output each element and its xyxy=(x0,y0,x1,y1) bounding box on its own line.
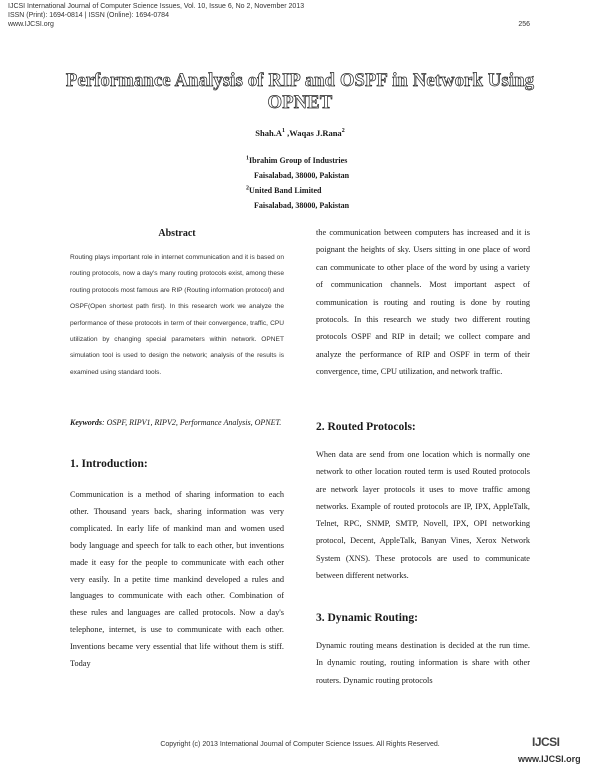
affiliation-sup: 2 xyxy=(246,185,249,192)
author-name: Waqas J.Rana xyxy=(289,128,342,138)
author-sup: 2 xyxy=(341,128,345,135)
affiliations xyxy=(246,153,349,213)
paper-title: Performance Analysis of RIP and OSPF in Network Using OPNET xyxy=(65,71,535,113)
affiliation-address: Faisalabad, 38000, Pakistan xyxy=(254,201,350,210)
dynamic-routing-text: Dynamic routing means destination is decided at the run time. In dynamic routing, routing information is share with other routers. Dynamic routing protocols xyxy=(316,641,530,685)
author-separator: , xyxy=(285,128,290,138)
keywords xyxy=(70,415,284,430)
keywords-label: Keywords xyxy=(70,418,102,427)
section-heading-dynamic-routing: 3. Dynamic Routing: xyxy=(316,612,418,624)
author-line xyxy=(0,128,600,138)
abstract-text: Routing plays important role in internet communication and it is based on routing protocols, now a day's many routing protocols exist, among these routing protocols most famous are RIP (Routing information protocol) and OSPF(Open shortest path first). In this research work we analyze the performance of these protocols in term of their convergence, traffic, CPU utilization by changing special parameters within network. OPNET simulation tool is used to design the network; analysis of the results is examined using standard tools. xyxy=(70,254,284,376)
section-heading-routed-protocols: 2. Routed Protocols: xyxy=(316,421,416,433)
affiliation-sup: 1 xyxy=(246,155,249,162)
author-sup: 1 xyxy=(282,128,285,135)
copyright-footer: Copyright (c) 2013 International Journal of Computer Science Issues. All Rights Reserved. xyxy=(160,741,440,748)
page-number: 256 xyxy=(518,21,530,28)
affiliation-address: Faisalabad, 38000, Pakistan xyxy=(254,171,350,180)
routed-protocols-text: When data are send from one location which is normally one network to other location routed term is used Routed protocols are network layer protocols it uses to move traffic among networks. Example of routed protocols are IP, IPX, AppleTalk, Telnet, RPC, SNMP, SMTP, Novell, IPX, OPI networking protocol, Decent, AppleTalk, Banyan Vines, Xerox Network System (XNS). These protocols are used to communicate between different networks. xyxy=(316,450,530,581)
journal-url: www.IJCSI.org xyxy=(8,21,54,28)
journal-logo xyxy=(518,735,582,769)
journal-logo-mark: IJCSI xyxy=(532,735,560,749)
abstract-heading: Abstract xyxy=(158,228,196,239)
running-header xyxy=(8,2,592,29)
journal-info: IJCSI International Journal of Computer Science Issues, Vol. 10, Issue 6, No 2, November 2013 xyxy=(8,3,305,10)
author-name: Shah.A xyxy=(255,128,282,138)
keywords-text: : OSPF, RIPV1, RIPV2, Performance Analysis, OPNET. xyxy=(102,418,282,427)
introduction-text: Communication is a method of sharing information to each other. Thousand years back, sharing information was very complicated. In early life of mankind man and women used body language and speech for talk to each other, but inventions made it easy for the people to communicate with each other very easily. In a petite time mankind developed a rules and languages to communicate with each other. Combination of these rules and languages are called protocols. Now a day's telephone, internet, is use to communicate with each other. Inventions became very essential that life without them is stiff. Today xyxy=(70,490,284,669)
journal-logo-url: www.IJCSI.org xyxy=(518,754,581,764)
affiliation-org-name: United Band Limited xyxy=(249,186,322,195)
issn-info: ISSN (Print): 1694-0814 | ISSN (Online): 1694-0784 xyxy=(8,12,169,19)
affiliation-org xyxy=(246,183,349,198)
introduction-continuation: the communication between computers has increased and it is poignant the heights of sky. Users sitting in one place of word can communicate to other place of the word by using a variety of communication channels. Most important aspect of communication is routing and routing is done by routing protocols. In this research we study two different routing protocols OSPF and RIP in detail; we collect compare and analyze the performance of RIP and OSPF in term of their convergence, time, CPU utilization, and network traffic. xyxy=(316,228,530,377)
section-heading-introduction: 1. Introduction: xyxy=(70,458,148,470)
affiliation-org-name: Ibrahim Group of Industries xyxy=(249,156,348,165)
affiliation-org xyxy=(246,153,349,168)
